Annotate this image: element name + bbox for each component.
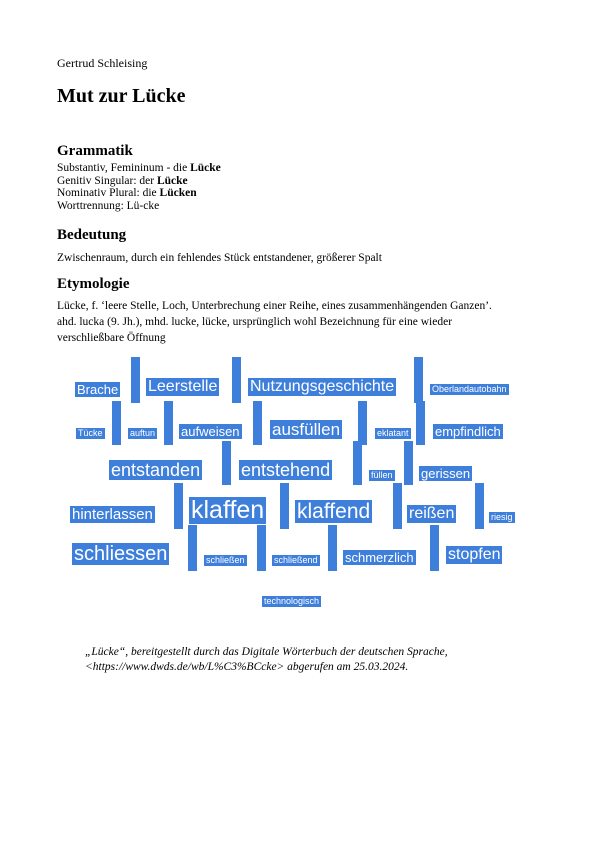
etymologie-text: Lücke, f. ‘leere Stelle, Loch, Unterbrechung einer Reihe, eines zusammenhängenden Ganzen’. ahd. lucka (9. Jh.), mhd. lucke, lücke, ursprünglich wohl Bezeichnung für eine wieder verschließbare Öffnung [57, 300, 492, 344]
cloud-bar [328, 525, 337, 571]
cloud-word: klaffend [297, 500, 371, 523]
cloud-bar [253, 401, 262, 445]
cloud-word: schliessen [74, 543, 168, 565]
cloud-word: Oberlandautobahn [432, 384, 507, 394]
cloud-bar [358, 401, 367, 445]
bedeutung-heading: Bedeutung [57, 227, 127, 243]
cloud-bar [112, 401, 121, 445]
cloud-word: klaffen [191, 496, 265, 524]
cloud-word: reißen [409, 505, 455, 522]
cloud-bar [188, 525, 197, 571]
grammar-line: Genitiv Singular: der Lücke [57, 174, 188, 187]
grammar-line: Substantiv, Femininum - die Lücke [57, 162, 221, 174]
etymologie-heading: Etymologie [57, 276, 130, 292]
cloud-word: ausfüllen [272, 420, 341, 439]
cloud-bar [232, 357, 241, 403]
cloud-bar [414, 357, 423, 403]
grammatik-heading: Grammatik [57, 143, 133, 159]
cloud-word: auftun [130, 428, 156, 438]
grammatik-block [57, 162, 221, 212]
cloud-bar [257, 525, 266, 571]
grammar-line: Nominativ Plural: die Lücken [57, 187, 197, 199]
cloud-word: schließend [274, 555, 318, 565]
cloud-bar [164, 401, 173, 445]
cloud-bar [475, 483, 484, 529]
grammar-line: Worttrennung: Lü-cke [57, 199, 160, 212]
cloud-word: riesig [491, 512, 513, 522]
author-name: Gertrud Schleising [57, 56, 148, 70]
cloud-bar [353, 441, 362, 485]
cloud-word: Brache [77, 382, 119, 397]
cloud-word: Tücke [78, 428, 103, 438]
cloud-bar [430, 525, 439, 571]
cloud-bar [174, 483, 183, 529]
cloud-bar [222, 441, 231, 485]
cloud-word: aufweisen [181, 424, 240, 439]
cloud-bar [280, 483, 289, 529]
cloud-word: schließen [206, 555, 245, 565]
cloud-word: eklatant [377, 428, 409, 438]
document-title: Mut zur Lücke [57, 85, 186, 107]
cloud-bar [131, 357, 140, 403]
cloud-word: entstehend [241, 460, 331, 480]
citation: „Lücke“, bereitgestellt durch das Digitale Wörterbuch der deutschen Sprache, <https://www.dwds.de/wb/L%C3%BCcke> abgerufen am 25.03.2024. [85, 646, 448, 673]
cloud-word: füllen [371, 470, 393, 480]
cloud-word: gerissen [421, 466, 471, 481]
cloud-bar [393, 483, 402, 529]
cloud-word: schmerzlich [345, 550, 414, 565]
bedeutung-text: Zwischenraum, durch ein fehlendes Stück entstandener, größerer Spalt [57, 252, 382, 264]
cloud-bar [416, 401, 425, 445]
cloud-word: technologisch [264, 596, 320, 606]
cloud-word: empfindlich [435, 424, 501, 439]
cloud-word: entstanden [111, 460, 201, 480]
cloud-word: Nutzungsgeschichte [250, 378, 395, 395]
cloud-word: stopfen [448, 546, 501, 563]
cloud-bar [404, 441, 413, 485]
cloud-word: hinterlassen [72, 506, 153, 523]
cloud-word: Leerstelle [148, 378, 218, 395]
